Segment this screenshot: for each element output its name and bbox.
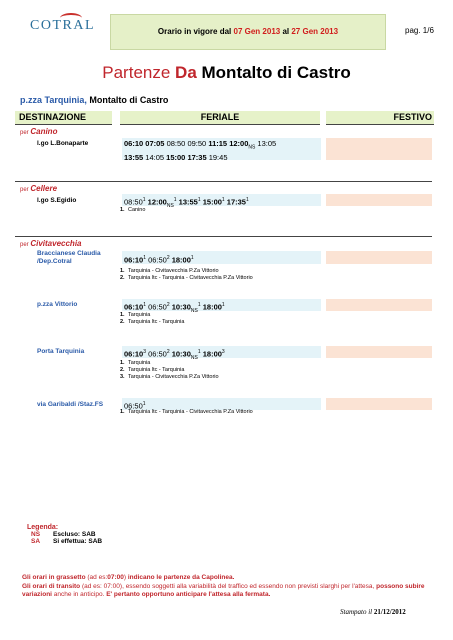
footer-text: Gli orari in grassetto bbox=[22, 574, 86, 581]
stop-name-line2: /Dep.Cotral bbox=[37, 258, 72, 265]
festivo-cell bbox=[326, 138, 432, 160]
note-number: 3. bbox=[120, 374, 125, 380]
note-ref: 1 bbox=[142, 401, 146, 407]
origin-town: Montalto di Castro bbox=[89, 95, 169, 105]
note-line bbox=[120, 275, 253, 282]
origin-stop: p.zza Tarquinia bbox=[20, 95, 85, 105]
time: 18:00 bbox=[202, 302, 222, 312]
date-to: 27 Gen 2013 bbox=[291, 27, 339, 36]
time: 13:05 bbox=[257, 139, 277, 148]
time: 08:50 bbox=[124, 197, 143, 207]
note-line bbox=[120, 319, 184, 326]
note-number: 1. bbox=[120, 207, 125, 213]
stop-name: Porta Tarquinia bbox=[37, 348, 85, 355]
note-number: 2. bbox=[120, 275, 125, 281]
time: 14:05 bbox=[145, 152, 165, 162]
printed-label: Stampato il bbox=[340, 608, 373, 616]
note-number: 1. bbox=[120, 268, 125, 274]
note-ref: 2 bbox=[166, 302, 170, 308]
time: 06:50 bbox=[148, 349, 167, 359]
note-text: Tarquinia ltc - Tarquinia bbox=[128, 367, 185, 373]
ns-marker: NS bbox=[190, 355, 198, 361]
legend-item bbox=[27, 531, 102, 538]
note-line bbox=[120, 312, 184, 319]
legend-key: NS bbox=[31, 531, 41, 538]
feriale-times-cell bbox=[122, 346, 321, 361]
feriale-times-cell bbox=[122, 138, 321, 160]
time: 13:55 bbox=[124, 152, 144, 162]
legend-item bbox=[27, 538, 102, 545]
footer-note-transito bbox=[22, 583, 436, 599]
origin-stop-line bbox=[20, 95, 168, 105]
column-feriale: FERIALE bbox=[120, 111, 320, 125]
legend-title: Legenda: bbox=[27, 524, 59, 531]
note-text: Canino bbox=[128, 207, 146, 213]
title-part2: Da bbox=[175, 63, 197, 82]
section-divider bbox=[15, 181, 432, 182]
time: 08:50 bbox=[166, 139, 186, 148]
footer-text: possono subire variazioni bbox=[22, 583, 425, 598]
per-label: per bbox=[20, 242, 29, 248]
date-from: 07 Gen 2013 bbox=[233, 27, 281, 36]
legend-value: Si effettua: SAB bbox=[53, 538, 103, 545]
note-number: 1. bbox=[120, 360, 125, 366]
note-ref: 3 bbox=[143, 349, 146, 355]
footer-text: indicano le partenze da Capolinea. bbox=[127, 574, 235, 581]
note-ref: 1 bbox=[143, 255, 146, 261]
footer-text: 07:00 bbox=[107, 574, 124, 581]
destination-name: Civitavecchia bbox=[30, 239, 82, 248]
time: 12:00 bbox=[229, 139, 249, 148]
title-part3: Montalto di Castro bbox=[201, 63, 351, 82]
note-ref: 1 bbox=[190, 255, 194, 261]
time: 17:35 bbox=[226, 197, 246, 207]
origin-comma: , bbox=[84, 95, 87, 105]
printed-date bbox=[340, 608, 406, 616]
time: 06:10 bbox=[124, 139, 144, 148]
validity-mid: al bbox=[282, 27, 290, 36]
note-number: 2. bbox=[120, 367, 125, 373]
title-part1: Partenze bbox=[102, 63, 171, 82]
time: 10:30 bbox=[171, 349, 191, 359]
note-line bbox=[120, 374, 219, 381]
note-ref: 1 bbox=[197, 302, 201, 308]
per-label: per bbox=[20, 187, 29, 193]
times-row bbox=[124, 153, 319, 163]
ns-marker: NS bbox=[166, 203, 174, 209]
time: 06:50 bbox=[148, 255, 167, 265]
time: 13:55 bbox=[178, 197, 198, 207]
time: 15:00 bbox=[202, 197, 222, 207]
note-ref: 1 bbox=[173, 197, 177, 203]
note-line bbox=[120, 367, 219, 374]
legend-key: SA bbox=[31, 538, 41, 545]
note-ref: 1 bbox=[245, 197, 249, 203]
time: 12:00 bbox=[147, 197, 167, 207]
page-number: pag. 1/6 bbox=[405, 26, 434, 35]
cotral-logo: COTRAL bbox=[30, 18, 95, 33]
footer-text: anche in anticipo. bbox=[53, 591, 105, 598]
route-notes bbox=[120, 360, 219, 381]
note-number: 1. bbox=[120, 409, 125, 415]
festivo-cell bbox=[326, 398, 432, 410]
route-notes bbox=[120, 312, 184, 326]
legend bbox=[27, 524, 102, 545]
festivo-cell bbox=[326, 194, 432, 206]
note-line bbox=[120, 409, 253, 416]
festivo-cell bbox=[326, 346, 432, 358]
footer-text: Gli orari di transito bbox=[22, 583, 81, 590]
note-ref: 1 bbox=[197, 197, 201, 203]
section-label-cellere bbox=[20, 184, 57, 193]
route-notes bbox=[120, 268, 253, 282]
note-text: Tarquinia ltc - Tarquinia bbox=[128, 319, 185, 325]
time: 06:50 bbox=[124, 401, 143, 411]
footer-text: (ad es: 07:00), essendo soggetti alla variabilità del traffico ed essendo non previsti slarghi per l'attesa, bbox=[81, 583, 375, 590]
footer-note-capolinea bbox=[22, 574, 436, 582]
column-destinazione: DESTINAZIONE bbox=[15, 111, 112, 125]
note-number: 2. bbox=[120, 319, 125, 325]
feriale-times-cell bbox=[122, 194, 321, 209]
feriale-times-cell bbox=[122, 299, 321, 314]
note-line bbox=[120, 360, 219, 367]
note-ref: 1 bbox=[143, 302, 146, 308]
time: 09:50 bbox=[187, 139, 207, 148]
footer-text: ) bbox=[123, 574, 127, 581]
stop-name: l.go S.Egidio bbox=[37, 197, 77, 204]
validity-prefix: Orario in vigore dal bbox=[157, 27, 232, 36]
time: 15:00 bbox=[166, 152, 186, 162]
section-label-civitavecchia bbox=[20, 239, 81, 248]
time: 06:10 bbox=[124, 255, 144, 265]
times-row bbox=[124, 139, 319, 153]
time: 06:50 bbox=[148, 302, 167, 312]
stop-name: via Garibaldi /Staz.FS bbox=[37, 401, 104, 408]
note-line bbox=[120, 268, 253, 275]
footer-text: (ad es: bbox=[87, 574, 108, 581]
festivo-cell bbox=[326, 299, 432, 311]
per-label: per bbox=[20, 130, 29, 136]
note-text: Tarquinia - Civitavecchia P.Za Vittorio bbox=[128, 268, 219, 274]
note-text: Tarquinia - Civitavecchia P.Za Vittorio bbox=[128, 374, 219, 380]
note-text: Tarquinia bbox=[128, 360, 151, 366]
footer-text: E' pertanto opportuno anticipare l'attesa alla fermata. bbox=[106, 591, 271, 598]
time: 07:05 bbox=[145, 139, 165, 148]
printed-value: 21/12/2012 bbox=[373, 608, 406, 616]
ns-marker: NS bbox=[248, 144, 256, 151]
route-notes bbox=[120, 207, 145, 214]
stop-name bbox=[37, 250, 101, 266]
note-text: Tarquinia ltc - Tarquinia - Civitavecchia P.Za Vittorio bbox=[128, 409, 253, 415]
column-festivo: FESTIVO bbox=[326, 111, 434, 125]
stop-name-line1: Braccianese Claudia bbox=[37, 250, 101, 257]
note-ref: 1 bbox=[221, 197, 225, 203]
section-label-canino bbox=[20, 127, 57, 136]
section-divider bbox=[15, 236, 432, 237]
validity-banner bbox=[110, 14, 386, 50]
time: 17:35 bbox=[187, 152, 207, 162]
time: 19:45 bbox=[208, 152, 228, 162]
note-ref: 1 bbox=[221, 302, 225, 308]
note-ref: 2 bbox=[166, 349, 170, 355]
note-number: 1. bbox=[120, 312, 125, 318]
note-ref: 3 bbox=[221, 349, 225, 355]
time: 06:10 bbox=[124, 302, 144, 312]
legend-value: Escluso: SAB bbox=[53, 531, 96, 538]
ns-marker: NS bbox=[190, 308, 198, 314]
feriale-times-cell bbox=[122, 251, 321, 264]
note-line bbox=[120, 207, 145, 214]
note-ref: 2 bbox=[166, 255, 170, 261]
stop-name: p.zza Vittorio bbox=[37, 301, 78, 308]
time: 18:00 bbox=[202, 349, 222, 359]
page-title bbox=[0, 63, 453, 83]
stop-name: l.go L.Bonaparte bbox=[37, 140, 89, 147]
time: 06:10 bbox=[124, 349, 144, 359]
note-text: Tarquinia bbox=[128, 312, 151, 318]
festivo-cell bbox=[326, 251, 432, 264]
time: 11:15 bbox=[208, 139, 228, 148]
route-notes bbox=[120, 409, 253, 416]
destination-name: Canino bbox=[30, 127, 58, 136]
note-ref: 1 bbox=[142, 197, 146, 203]
note-ref: 1 bbox=[197, 349, 201, 355]
note-text: Tarquinia ltc - Tarquinia - Civitavecchia P.Za Vittorio bbox=[128, 275, 253, 281]
time: 10:30 bbox=[171, 302, 191, 312]
time: 18:00 bbox=[171, 255, 191, 265]
destination-name: Cellere bbox=[30, 184, 58, 193]
